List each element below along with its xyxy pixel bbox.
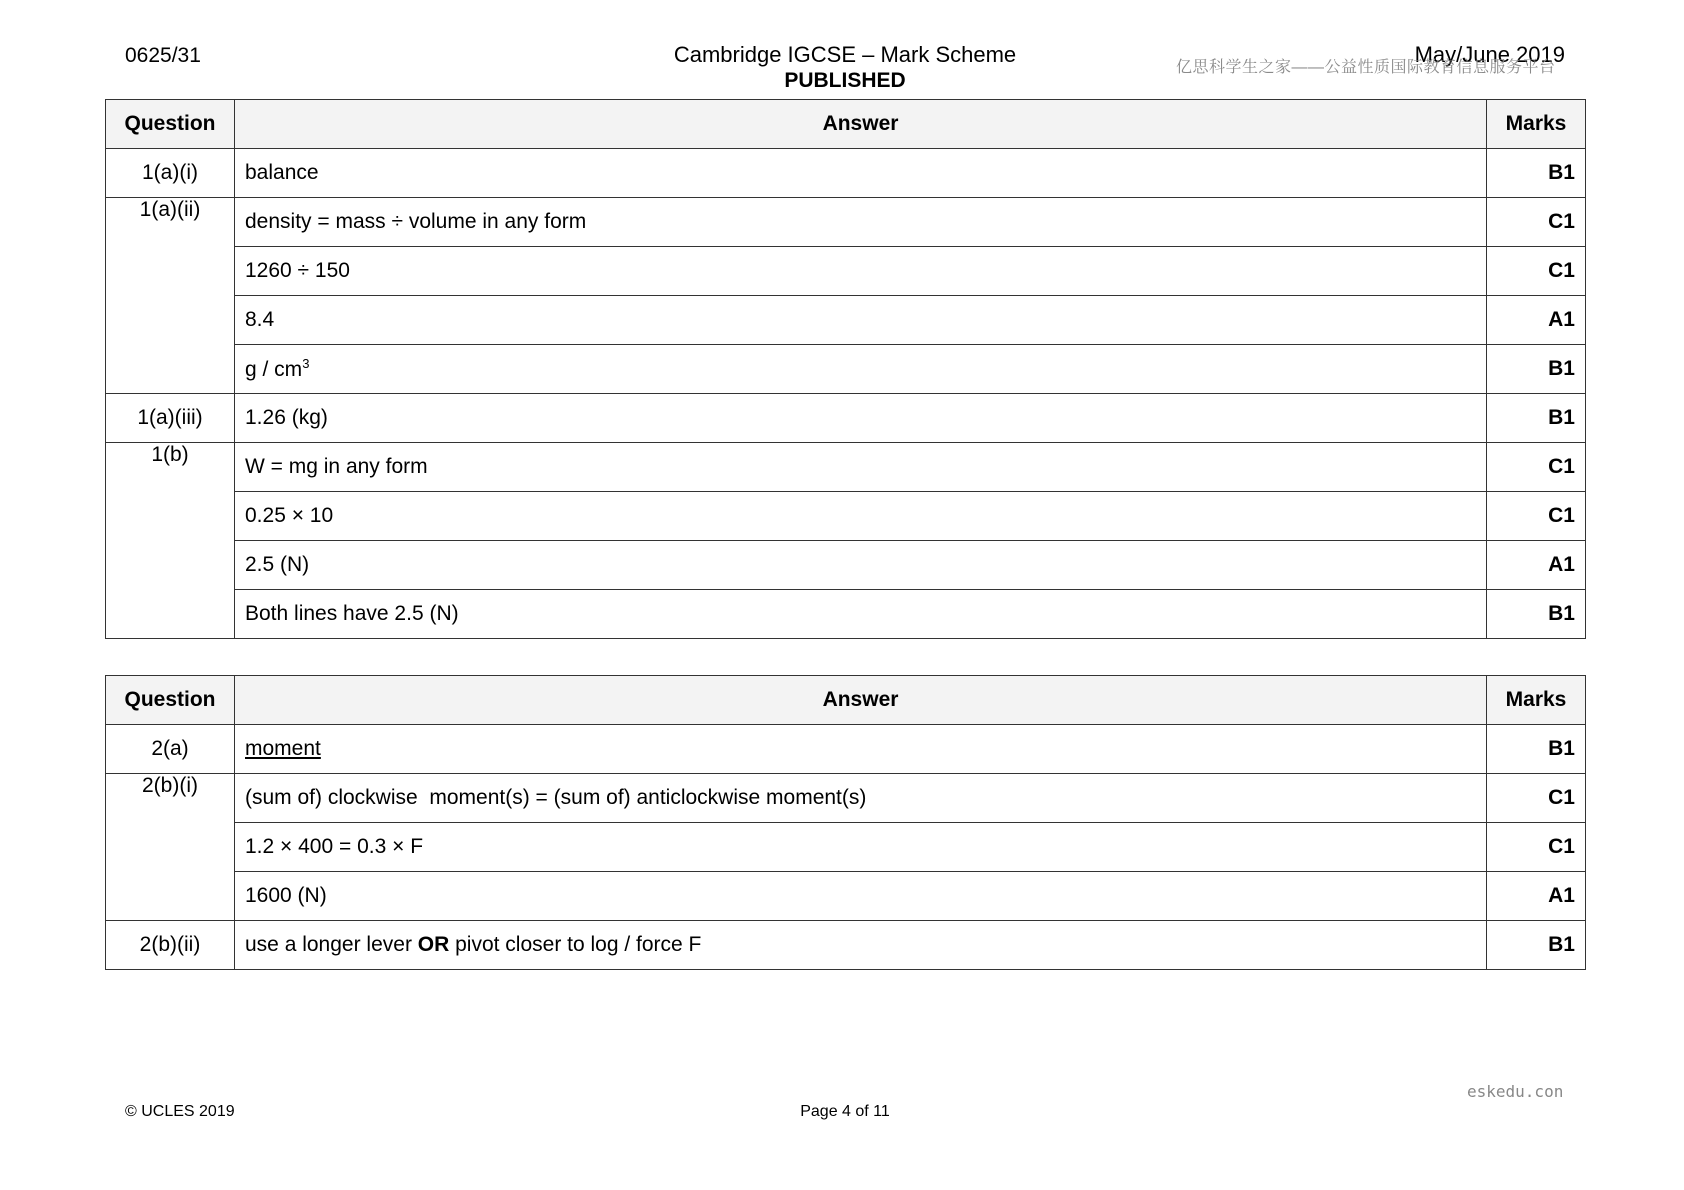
marks-cell: C1 bbox=[1487, 247, 1586, 296]
published-label: PUBLISHED bbox=[784, 69, 906, 92]
marks-cell: C1 bbox=[1487, 443, 1586, 492]
watermark-text: 亿思科学生之家——公益性质国际教育信息服务平台 bbox=[1176, 59, 1556, 76]
answer-cell: 8.4 bbox=[235, 296, 1487, 345]
answer-text: pivot closer to log / force F bbox=[449, 933, 702, 956]
question-column-header: Question bbox=[106, 100, 235, 149]
marks-cell: C1 bbox=[1487, 198, 1586, 247]
answer-text: use a longer lever bbox=[245, 933, 418, 956]
table-row bbox=[106, 247, 1586, 296]
question-number: 1(a)(ii) bbox=[106, 198, 235, 394]
table-row bbox=[106, 725, 1586, 774]
answer-cell bbox=[235, 921, 1487, 970]
exam-session: May/June 2019 bbox=[1414, 42, 1565, 67]
answer-cell: W = mg in any form bbox=[235, 443, 1487, 492]
marks-cell: B1 bbox=[1487, 590, 1586, 639]
table-row bbox=[106, 921, 1586, 970]
table-row bbox=[106, 774, 1586, 823]
answer-column-header: Answer bbox=[235, 676, 1487, 725]
question-number: 1(b) bbox=[106, 443, 235, 639]
answer-cell: 1.26 (kg) bbox=[235, 394, 1487, 443]
mark-scheme-table-2 bbox=[105, 675, 1586, 970]
table-row bbox=[106, 872, 1586, 921]
marks-cell: A1 bbox=[1487, 541, 1586, 590]
answer-cell: 1.2 × 400 = 0.3 × F bbox=[235, 823, 1487, 872]
table-row bbox=[106, 345, 1586, 394]
table-row bbox=[106, 590, 1586, 639]
marks-cell: B1 bbox=[1487, 394, 1586, 443]
table-row bbox=[106, 823, 1586, 872]
marks-column-header: Marks bbox=[1487, 676, 1586, 725]
copyright-notice: © UCLES 2019 bbox=[125, 1103, 235, 1120]
mark-scheme-table-1 bbox=[105, 99, 1586, 639]
marks-cell: A1 bbox=[1487, 872, 1586, 921]
question-number: 2(b)(ii) bbox=[106, 921, 235, 970]
marks-cell: C1 bbox=[1487, 492, 1586, 541]
answer-cell: Both lines have 2.5 (N) bbox=[235, 590, 1487, 639]
question-number: 2(a) bbox=[106, 725, 235, 774]
table-row bbox=[106, 198, 1586, 247]
answer-cell: 1600 (N) bbox=[235, 872, 1487, 921]
marks-cell: C1 bbox=[1487, 774, 1586, 823]
table-header-row bbox=[106, 676, 1586, 725]
answer-cell: 1260 ÷ 150 bbox=[235, 247, 1487, 296]
marks-cell: B1 bbox=[1487, 149, 1586, 198]
answer-column-header: Answer bbox=[235, 100, 1487, 149]
answer-cell: balance bbox=[235, 149, 1487, 198]
answer-cell: density = mass ÷ volume in any form bbox=[235, 198, 1487, 247]
document-title: Cambridge IGCSE – Mark Scheme bbox=[673, 42, 1017, 67]
table-header-row bbox=[106, 100, 1586, 149]
question-number: 1(a)(iii) bbox=[106, 394, 235, 443]
answer-cell: 2.5 (N) bbox=[235, 541, 1487, 590]
question-number: 1(a)(i) bbox=[106, 149, 235, 198]
table-row bbox=[106, 149, 1586, 198]
marks-column-header: Marks bbox=[1487, 100, 1586, 149]
table-row bbox=[106, 394, 1586, 443]
document-code: 0625/31 bbox=[125, 44, 201, 67]
marks-cell: B1 bbox=[1487, 921, 1586, 970]
answer-cell: 0.25 × 10 bbox=[235, 492, 1487, 541]
answer-cell bbox=[235, 345, 1487, 394]
question-number: 2(b)(i) bbox=[106, 774, 235, 921]
underlined-answer: moment bbox=[245, 737, 321, 760]
table-row bbox=[106, 541, 1586, 590]
answer-cell: (sum of) clockwise moment(s) = (sum of) anticlockwise moment(s) bbox=[235, 774, 1487, 823]
unit-text: g / cm bbox=[245, 358, 303, 381]
table-row bbox=[106, 492, 1586, 541]
marks-cell: B1 bbox=[1487, 725, 1586, 774]
marks-cell: A1 bbox=[1487, 296, 1586, 345]
answer-cell bbox=[235, 725, 1487, 774]
table-row bbox=[106, 443, 1586, 492]
marks-cell: B1 bbox=[1487, 345, 1586, 394]
footer-watermark: eskedu.con bbox=[1467, 1082, 1564, 1101]
document-title-block bbox=[600, 42, 1090, 94]
page-number: Page 4 of 11 bbox=[800, 1103, 890, 1120]
question-column-header: Question bbox=[106, 676, 235, 725]
table-row bbox=[106, 296, 1586, 345]
unit-exponent: 3 bbox=[302, 356, 310, 371]
marks-cell: C1 bbox=[1487, 823, 1586, 872]
answer-or-keyword: OR bbox=[417, 933, 450, 956]
